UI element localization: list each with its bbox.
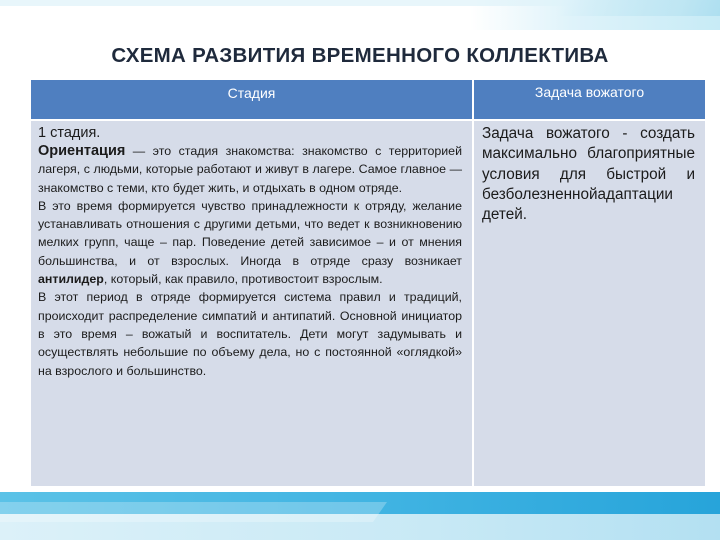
column-divider: [472, 80, 474, 486]
stage-heading: 1 стадия.: [38, 125, 101, 141]
slide-title: СХЕМА РАЗВИТИЯ ВРЕМЕННОГО КОЛЛЕКТИВА: [111, 44, 609, 67]
header-cell-stage: [31, 80, 472, 119]
stage-paragraph-2: [38, 197, 462, 288]
stage-paragraph-1: [38, 142, 462, 197]
header-cell-task: [474, 80, 705, 119]
header-label-task: Задача вожатого: [534, 84, 645, 100]
row-divider: [31, 119, 705, 121]
decor-stripe: [0, 502, 387, 522]
stage-name: Ориентация: [38, 143, 126, 159]
stage-paragraph-2-end: , который, как правило, противостоит взрослым.: [103, 272, 383, 287]
stage-description-cell: [38, 124, 462, 380]
footer-decoration: [0, 492, 720, 540]
stage-paragraph-1-text: — это стадия знакомства: знакомство с территорией лагеря, с людьми, которые работают и живут в лагере. Самое главное — знакомство с теми, кто будет жить, и отдыхать в одном отряде.: [38, 144, 462, 195]
task-cell: Задача вожатого - создать максимально благоприятные условия для быстрой и безболезненнойадаптации детей.: [482, 125, 695, 224]
stage-paragraph-2-start: В это время формируется чувство принадлежности к отряду, желание устанавливать отношения с другими детьми, что ведет к возникновению мелких групп, чаще – пар. Поведение детей зависимое – и от мнения большинства, и от взрослых. Иногда в отряде сразу возникает: [38, 198, 462, 268]
header-decoration: [0, 0, 720, 34]
stage-term-antileader: антилидер: [38, 272, 104, 287]
header-label-stage: Стадия: [227, 85, 276, 101]
stage-paragraph-3: В этот период в отряде формируется система правил и традиций, происходит распределение симпатий и антипатий. Основной инициатор в это время – вожатый и воспитатель. Дети могут задумывать и осуществлять небольшие по объему дела, но с постоянной «оглядкой» на взрослого и большинство.: [38, 290, 462, 378]
stage-table: [31, 80, 705, 486]
decor-stripe: [556, 0, 720, 16]
